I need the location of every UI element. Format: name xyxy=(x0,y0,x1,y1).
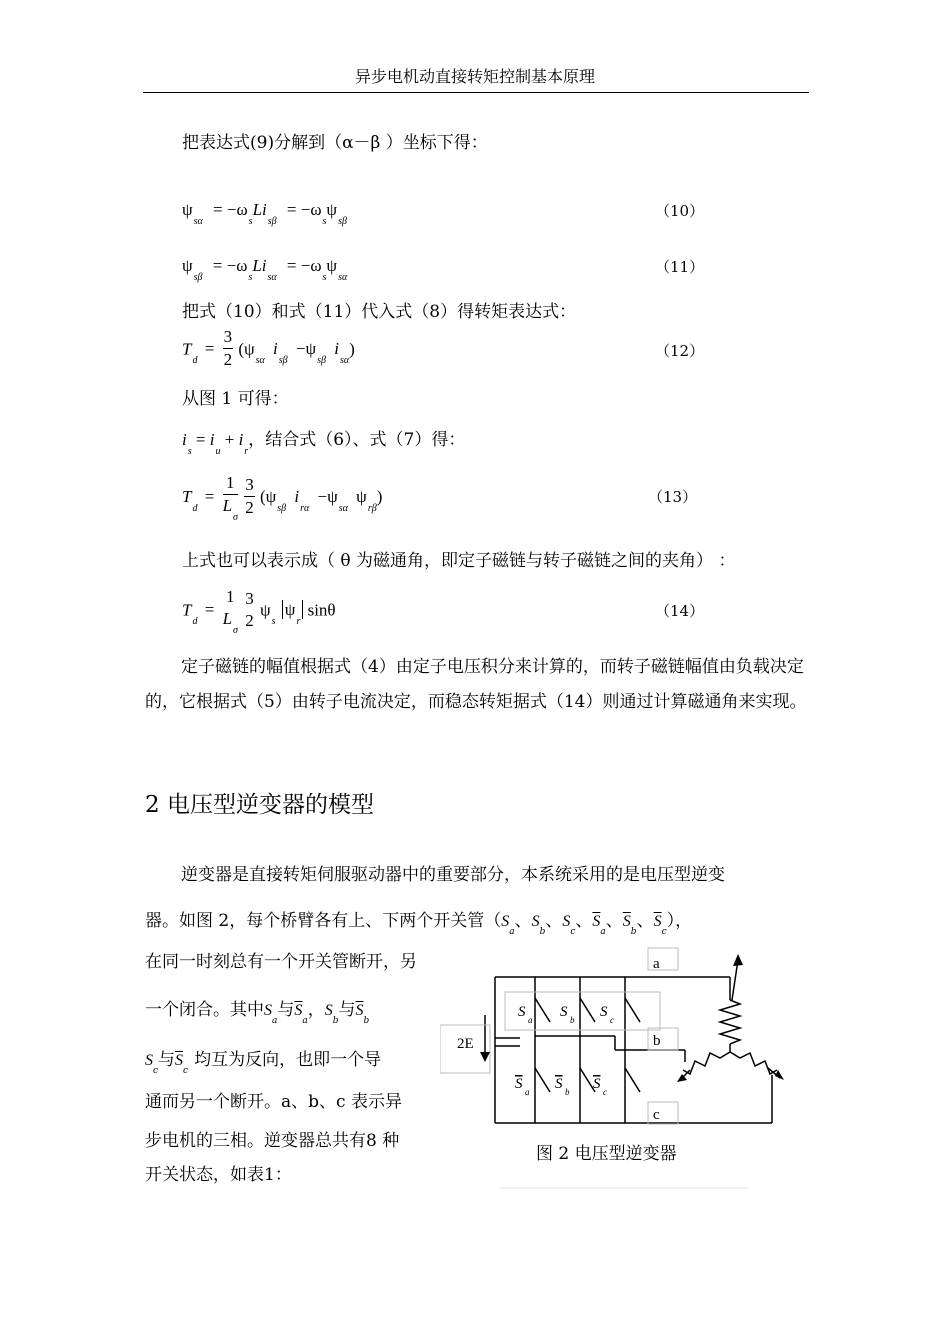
cr-ir: i xyxy=(238,430,244,449)
eq14-num1: 1 xyxy=(226,587,235,606)
eq11-psi-sub: sα xyxy=(338,272,348,283)
fig-Sb-bar-sub: b xyxy=(565,1087,570,1097)
eq11-w-sub: s xyxy=(248,272,253,283)
fig-Sa-bar: S xyxy=(515,1076,523,1092)
switch-Sb: S xyxy=(531,913,540,930)
eq13-T-sub: d xyxy=(192,502,198,514)
eq11-psi: ψ xyxy=(182,256,193,275)
switches-close: ）， xyxy=(666,911,693,931)
eq13-sub1: sβ xyxy=(277,502,287,514)
cr-eq: = xyxy=(195,430,206,449)
label-c: c xyxy=(653,1107,660,1123)
switch-Sa: S xyxy=(501,913,510,930)
eq13-equals: = xyxy=(204,486,215,506)
eq14-fraction1 xyxy=(222,586,238,636)
eq10-omega2: = −ω xyxy=(286,200,322,219)
wrap-Sc-bar-sub: c xyxy=(183,1066,189,1076)
sep2: 、 xyxy=(545,911,563,931)
wrap-Sb-sub: b xyxy=(332,1016,339,1026)
cr-s: s xyxy=(187,446,192,457)
eq13-num2: 3 xyxy=(244,474,255,497)
eq13-fraction2 xyxy=(244,474,255,519)
eq11-lhs-sub: sβ xyxy=(193,272,203,283)
winding-a xyxy=(720,1000,740,1044)
eq14-den1-sub: σ xyxy=(233,625,238,636)
eq14-psi-r: ψ xyxy=(284,600,296,620)
fig-Sb-bar: S xyxy=(555,1076,563,1092)
switch-Sb-bar: $\overline{S}$ xyxy=(622,913,631,930)
wrap-and1: 与 xyxy=(277,1000,295,1020)
eq10-psi-sub: sβ xyxy=(338,216,347,227)
switch-Sa-sub: a xyxy=(509,927,515,937)
eq13-sub3: sα xyxy=(338,502,348,514)
eq14-fraction2 xyxy=(244,588,255,632)
eq11-omega: = −ω xyxy=(212,256,248,275)
eq11-psi2: ψ xyxy=(326,256,338,275)
fig-Sc: S xyxy=(600,1004,608,1020)
switch-Sc-bar-sub: c xyxy=(661,927,667,937)
eq14-equals: = xyxy=(204,600,215,620)
wrap-line4: 通而另一个断开。a、b、c 表示异 xyxy=(145,1092,402,1112)
section-heading: 2 电压型逆变器的模型 xyxy=(145,792,374,818)
fig-Sb-sub: b xyxy=(570,1015,575,1025)
wrap-line2-pre: 一个闭合。其中 xyxy=(145,1000,264,1020)
eq14-s-sub: s xyxy=(271,616,276,628)
wrap-Sa-bar: $\overline{S}$ xyxy=(294,1002,303,1019)
eq13-number: （13） xyxy=(648,488,698,506)
eq11-number: （11） xyxy=(655,258,705,276)
sep1: 、 xyxy=(514,911,532,931)
eq14-den1: L xyxy=(222,609,233,628)
eq12-sub4: sα xyxy=(339,355,350,367)
cr-r: r xyxy=(244,446,249,457)
fig-Sb: S xyxy=(560,1004,568,1020)
eq12-T: T xyxy=(182,339,192,359)
switch-Sb-sub: b xyxy=(539,927,546,937)
eq11-w2-sub: s xyxy=(322,272,327,283)
switch-Sc: S xyxy=(562,913,571,930)
eq14-num2: 3 xyxy=(245,588,254,608)
eq10-w-sub: s xyxy=(248,216,253,227)
wrap-line1: 在同一时刻总有一个开关管断开，另 xyxy=(145,952,417,972)
eq12-close: ) xyxy=(349,339,355,359)
eq13-sub2: rα xyxy=(300,502,310,514)
eq10-i-sub: sβ xyxy=(267,216,277,227)
wrap-line3 xyxy=(145,1045,382,1076)
eq12-equals: = xyxy=(204,339,215,359)
label-b: b xyxy=(653,1033,661,1049)
switch-Sa-bar: $\overline{S}$ xyxy=(592,913,601,930)
eq11-i-sub: sα xyxy=(267,272,277,283)
equation-14 xyxy=(182,588,336,635)
p2-line2-text: 器。如图 2，每个桥臂各有上、下两个开关管（ xyxy=(145,911,502,931)
running-header: 异步电机动直接转矩控制基本原理 xyxy=(354,67,595,86)
paragraph2-line1: 逆变器是直接转矩伺服驱动器中的重要部分，本系统采用的是电压型逆变 xyxy=(181,865,725,885)
paragraph2-line2 xyxy=(145,906,693,937)
fig-Sc-sub: c xyxy=(610,1015,614,1025)
wrap-and3: 与 xyxy=(158,1050,176,1070)
cr-plus: + xyxy=(224,430,235,449)
eq12-sub1: sα xyxy=(255,355,265,367)
equation-12 xyxy=(182,328,355,373)
eq10-number: （10） xyxy=(655,202,705,220)
eq13-psi2: −ψ xyxy=(317,486,338,506)
wrap-Sb-bar: $\overline{S}$ xyxy=(355,1002,364,1019)
eq13-den2: 2 xyxy=(245,497,254,517)
theta-sentence: 上式也可以表示成（ θ 为磁通角，即定子磁链与转子磁链之间的夹角） ： xyxy=(182,551,736,571)
wrap-Sa: S xyxy=(264,1002,272,1019)
eq13-num1: 1 xyxy=(223,472,238,495)
eq12-i2: i xyxy=(334,339,339,359)
eq13-fraction1 xyxy=(222,472,238,523)
substitute-sentence: 把式（10）和式（11）代入式（8）得转矩表达式： xyxy=(182,302,577,322)
eq10-omega: = −ω xyxy=(213,200,248,219)
wrap-and2: 与 xyxy=(338,1000,356,1020)
wrap-Sc: S xyxy=(145,1052,153,1069)
eq12-i1: i xyxy=(273,339,278,359)
cr-u: u xyxy=(215,446,221,457)
eq14-abs xyxy=(282,600,304,628)
eq10-psi2: ψ xyxy=(326,200,338,219)
wrap-Sa-sub: a xyxy=(272,1016,278,1026)
cr-i: i xyxy=(182,430,187,449)
wrap-Sb-bar-sub: b xyxy=(363,1016,370,1026)
eq14-r-sub: r xyxy=(296,616,301,628)
eq13-T: T xyxy=(182,486,192,506)
wrap-Sb: S xyxy=(324,1002,333,1019)
equation-13 xyxy=(182,474,382,522)
wrap-comma: ， xyxy=(307,1000,325,1020)
sep4: 、 xyxy=(605,911,623,931)
eq12-number: （12） xyxy=(655,342,705,360)
eq14-sin: sinθ xyxy=(307,600,336,620)
fig-Sa-sub: a xyxy=(528,1015,533,1025)
wrap-line3-post: 均互为反向，也即一个导 xyxy=(194,1050,382,1070)
eq12-sub3: sβ xyxy=(317,355,326,367)
eq12-T-sub: d xyxy=(192,355,198,367)
eq12-fraction xyxy=(223,326,234,371)
eq10-w2-sub: s xyxy=(322,216,327,227)
current-relation xyxy=(182,425,466,457)
cr-iu: i xyxy=(209,430,215,449)
eq13-i1: i xyxy=(294,486,300,506)
label-a: a xyxy=(653,956,660,972)
wrap-line2 xyxy=(145,995,370,1026)
eq13-sub4: rβ xyxy=(367,502,377,514)
sep5: 、 xyxy=(636,911,654,931)
eq13-psi3: ψ xyxy=(356,486,367,506)
fig-Sc-bar-sub: c xyxy=(603,1087,607,1097)
switch-Sc-bar: $\overline{S}$ xyxy=(653,913,662,930)
eq12-psi1: (ψ xyxy=(238,339,255,359)
eq10-psi: ψ xyxy=(182,200,193,219)
eq12-den: 2 xyxy=(223,350,233,369)
eq10-lhs-sub: sα xyxy=(193,216,203,227)
eq14-psi-s: ψ xyxy=(259,600,271,620)
winding-c xyxy=(730,1052,777,1074)
eq13-psi1: (ψ xyxy=(259,486,277,506)
eq12-sub2: sβ xyxy=(278,355,288,367)
fig-Sa-bar-sub: a xyxy=(525,1087,530,1097)
eq13-den1-sub: σ xyxy=(233,512,238,523)
switch-Sa-bar-sub: a xyxy=(600,927,606,937)
wrap-line6: 开关状态，如表1： xyxy=(145,1165,292,1185)
eq14-T: T xyxy=(182,600,192,620)
eq11-omega2: = −ω xyxy=(286,256,322,275)
fig-Sc-bar: S xyxy=(593,1076,601,1092)
switch-Sb-bar-sub: b xyxy=(630,927,637,937)
eq14-T-sub: d xyxy=(192,616,198,628)
figure-caption: 图 2 电压型逆变器 xyxy=(536,1144,677,1164)
wrap-Sc-bar: $\overline{S}$ xyxy=(175,1052,184,1069)
fig-Sa: S xyxy=(518,1004,526,1020)
cr-text: ，结合式（6）、式（7）得： xyxy=(248,430,466,450)
header-rule xyxy=(143,92,809,93)
eq12-psi2: −ψ xyxy=(295,339,317,359)
eq13-close: ) xyxy=(376,486,383,506)
eq14-number: （14） xyxy=(655,602,705,620)
switch-Sc-sub: c xyxy=(570,927,576,937)
wrap-Sc-sub: c xyxy=(153,1066,159,1076)
eq13-den1: L xyxy=(222,496,233,515)
from-figure-sentence: 从图 1 可得： xyxy=(182,389,289,409)
paragraph-flux-magnitude: 定子磁链的幅值根据式（4）由定子电压积分来计算的，而转子磁链幅值由负载决定的，它根据式（5）由转子电流决定，而稳态转矩据式（14）则通过计算磁通角来实现。 xyxy=(145,657,807,712)
wrap-Sa-bar-sub: a xyxy=(302,1016,308,1026)
sep3: 、 xyxy=(575,911,593,931)
eq11-Li: Li xyxy=(252,256,267,275)
intro-sentence: 把表达式(9)分解到（α－β ）坐标下得： xyxy=(182,133,488,153)
wrap-line5: 步电机的三相。逆变器总共有8 种 xyxy=(145,1131,400,1151)
eq14-den2: 2 xyxy=(245,610,254,630)
inverter-circuit-diagram xyxy=(440,940,820,1200)
eq10-Li: Li xyxy=(252,200,267,219)
eq12-num: 3 xyxy=(223,326,234,349)
voltage-label: 2E xyxy=(457,1036,474,1052)
